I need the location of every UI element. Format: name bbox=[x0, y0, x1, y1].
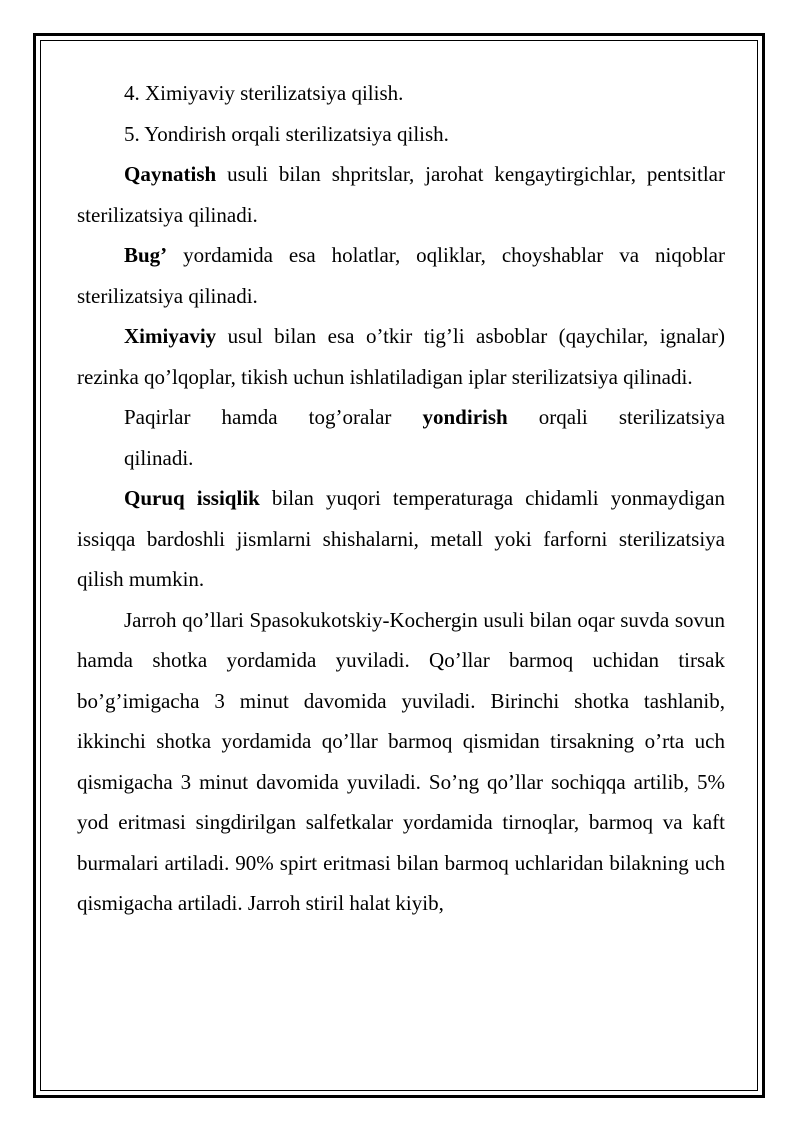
paragraph-burning-line1 bbox=[124, 397, 725, 438]
term-chemical: Ximiyaviy bbox=[124, 324, 217, 348]
list-item-5: 5. Yondirish orqali sterilizatsiya qilish. bbox=[124, 121, 449, 146]
term-dry-heat: Quruq issiqlik bbox=[124, 486, 260, 510]
paragraph-burning-pre: Paqirlar hamda tog’oralar bbox=[124, 405, 423, 429]
paragraph-burning-post: orqali sterilizatsiya bbox=[507, 405, 725, 429]
document-body bbox=[77, 73, 725, 924]
paragraph-steam bbox=[77, 235, 725, 316]
paragraph-boiling-text: usuli bilan shpritslar, jarohat kengaytirgichlar, pentsitlar sterilizatsiya qilinadi. bbox=[77, 162, 725, 227]
paragraph-chemical-text: usul bilan esa o’tkir tig’li asboblar (qaychilar, ignalar) rezinka qo’lqoplar, tikish uchun ishlatiladigan iplar sterilizatsiya qilinadi. bbox=[77, 324, 725, 389]
list-item-4: 4. Ximiyaviy sterilizatsiya qilish. bbox=[124, 81, 404, 105]
paragraph-dry-heat-text: bilan yuqori temperaturaga chidamli yonmaydigan issiqqa bardoshli jismlarni shishalarni, metall yoki farforni sterilizatsiya qilish mumkin. bbox=[77, 486, 725, 591]
paragraph-steam-text: yordamida esa holatlar, oqliklar, choyshablar va niqoblar sterilizatsiya qilinadi. bbox=[77, 243, 725, 308]
paragraph-burning bbox=[77, 397, 725, 478]
paragraph-boiling bbox=[77, 154, 725, 235]
term-boiling: Qaynatish bbox=[124, 162, 217, 186]
paragraph-hand-washing: Jarroh qo’llari Spasokukotskiy-Kochergin usuli bilan oqar suvda sovun hamda shotka yordamida yuviladi. Qo’llar barmoq uchidan tirsak bo’g’imigacha 3 minut davomida yuviladi. Birinchi shotka tashlanib, ikkinchi shotka yordamida qo’llar barmoq qismidan tirsakning o’rta uch qismigacha 3 minut davomida yuviladi. So’ng qo’llar sochiqqa artilib, 5% yod eritmasi singdirilgan salfetkalar yordamida tirnoqlar, barmoq va kaft burmalari artiladi. 90% spirt eritmasi bilan barmoq uchlaridan bilakning uch qismigacha artiladi. Jarroh stiril halat kiyib, bbox=[77, 607, 725, 915]
paragraph-chemical bbox=[77, 316, 725, 397]
paragraph-dry-heat bbox=[77, 478, 725, 600]
paragraph-burning-line2: qilinadi. bbox=[124, 445, 194, 470]
term-steam: Bug’ bbox=[124, 243, 168, 267]
term-burning: yondirish bbox=[422, 405, 508, 429]
